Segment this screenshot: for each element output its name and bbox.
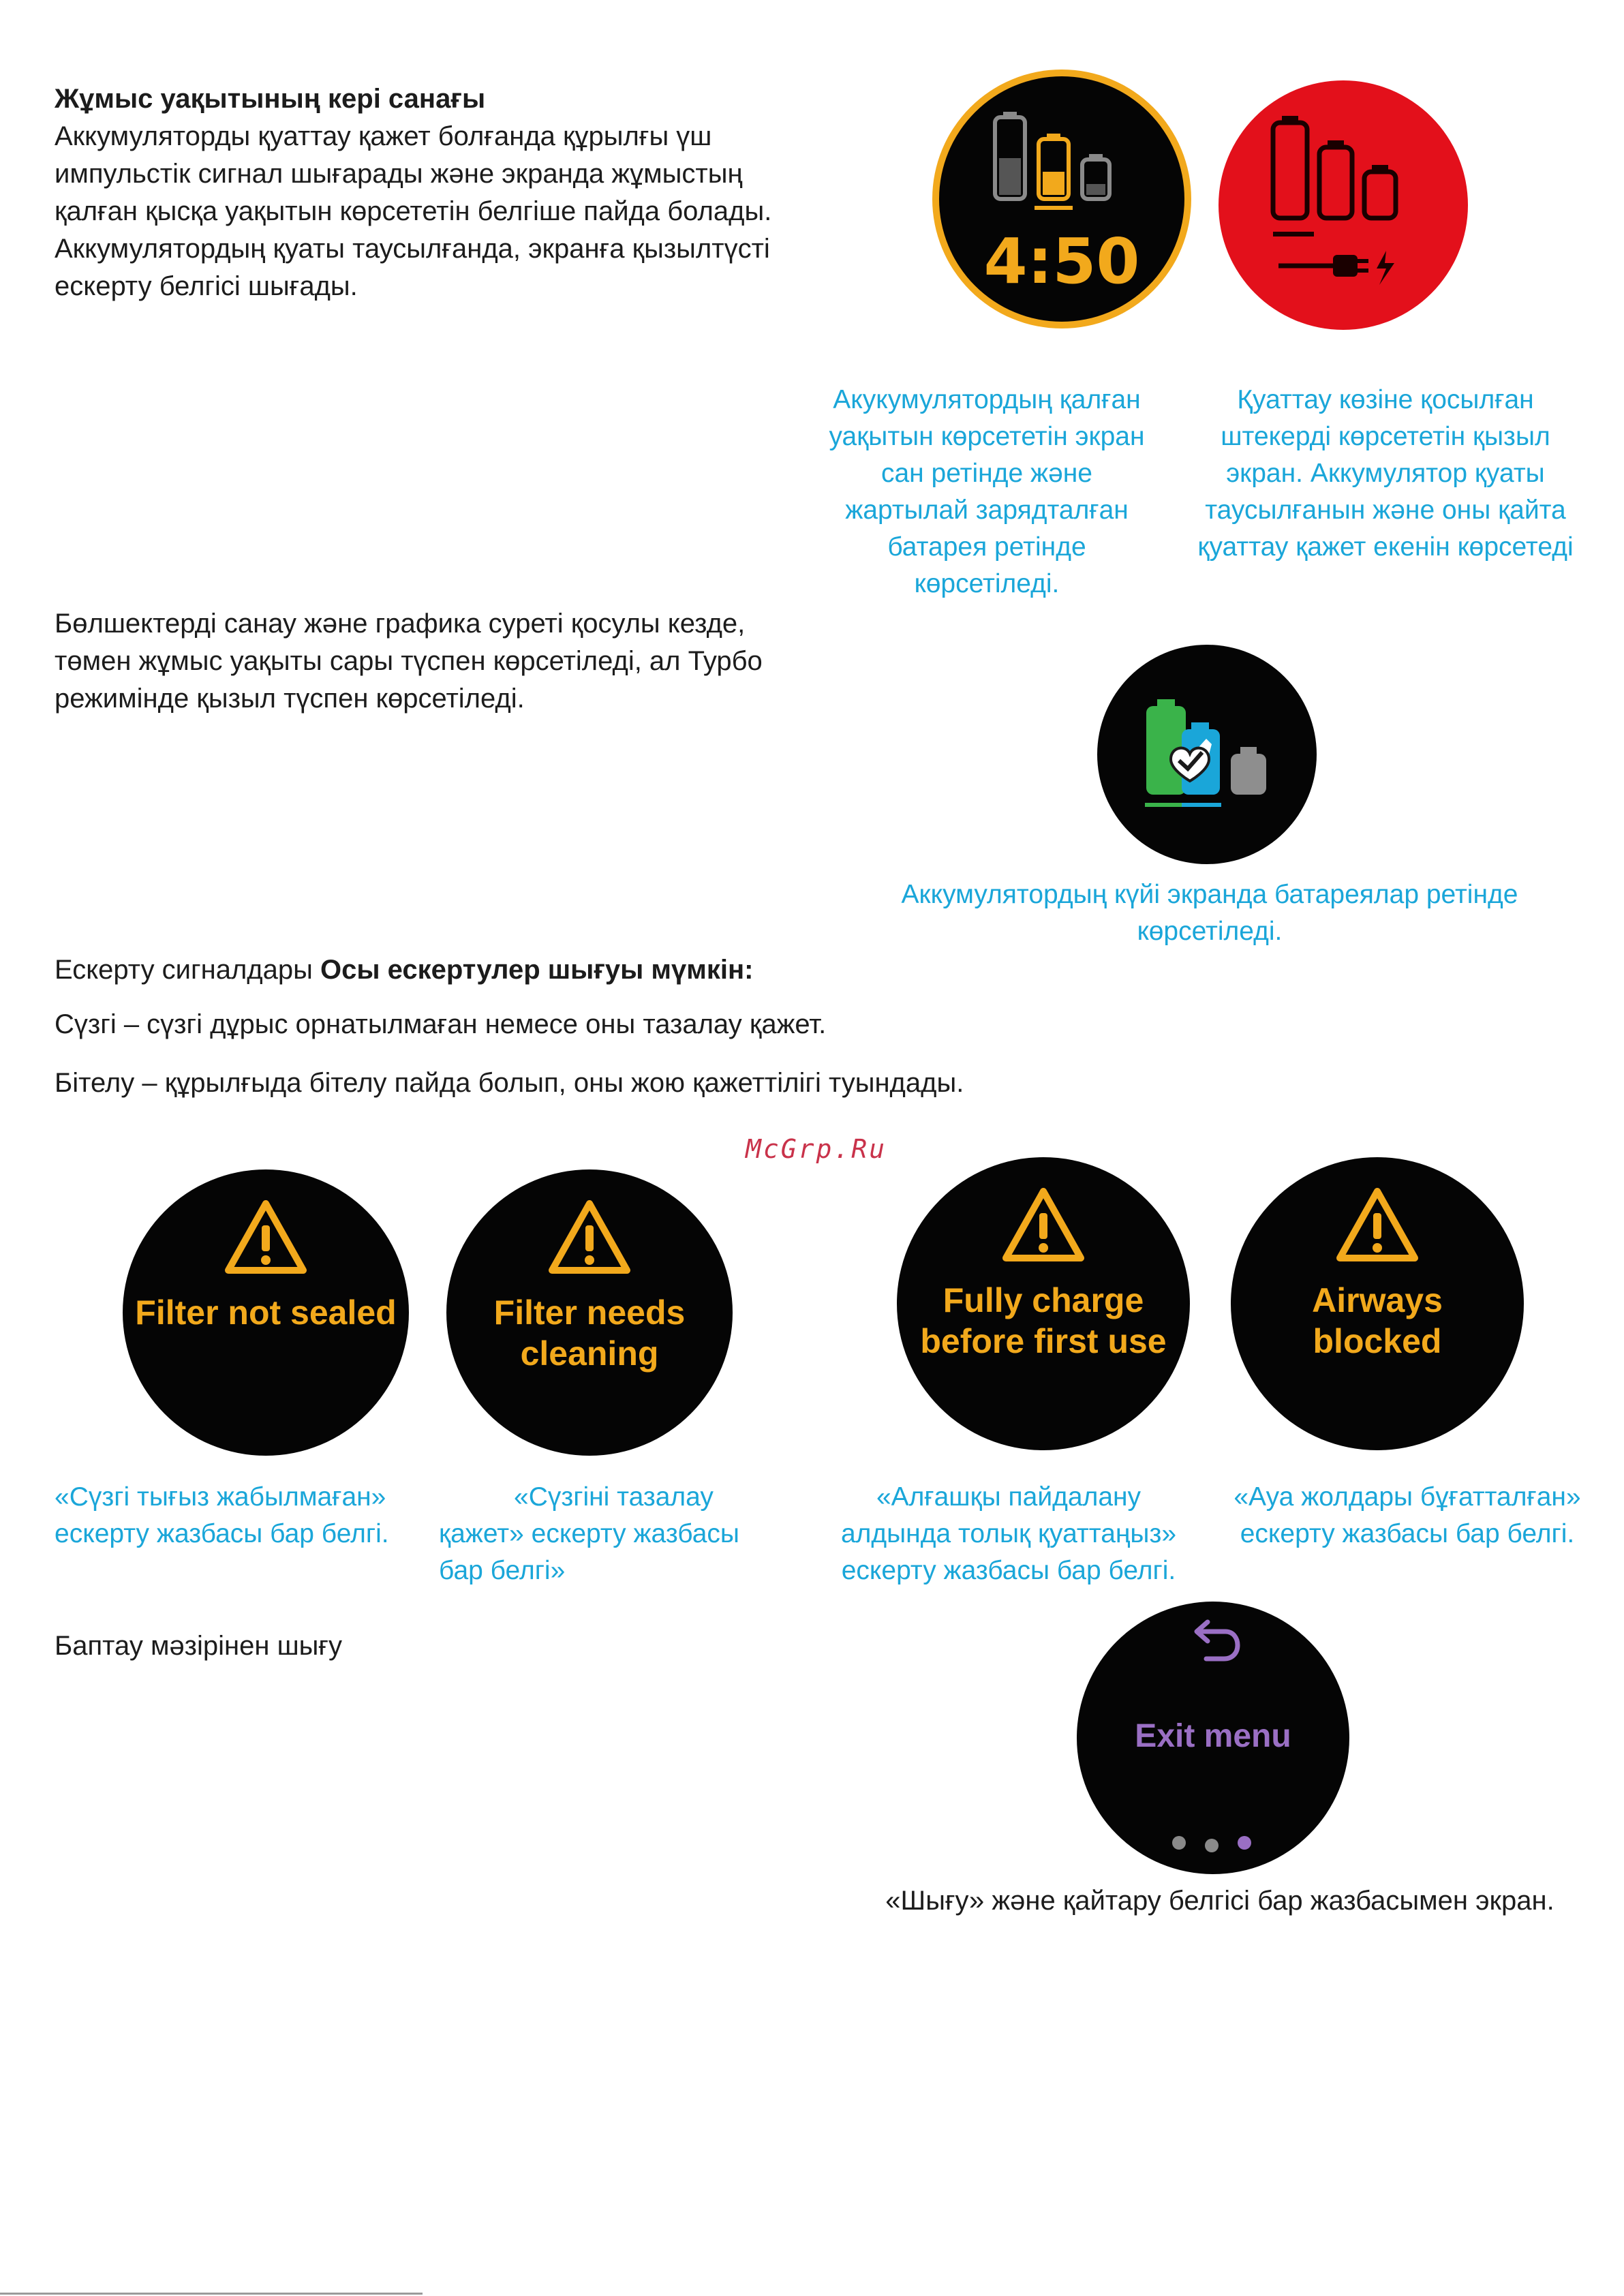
page-dot [1172, 1836, 1186, 1850]
bottom-divider [0, 2293, 423, 2295]
warning-triangle-icon [999, 1184, 1088, 1266]
caption-battery-status: Аккумулятордың күйі экранда батареялар ретінде көрсетіледі. [901, 880, 1518, 946]
caption-filter-needs-cleaning: «Сүзгіні тазалау қажет» ескерту жазбасы бар белгі» [439, 1482, 739, 1585]
warning-screen-filter-not-sealed [123, 1169, 409, 1456]
warning-triangle-icon [545, 1197, 634, 1279]
warning-text-airways-blocked: Airways blocked [1312, 1281, 1443, 1360]
page-dot [1205, 1839, 1219, 1852]
caption-remaining-time: Акукумулятордың қалған уақытын көрсететін экран сан ретінде және жартылай зарядталған батарея ретінде көрсетіледі. [829, 385, 1145, 598]
battery-countdown-section [55, 80, 791, 305]
caption-filter-not-sealed: «Сүзгі тығыз жабылмаған» ескерту жазбасы бар белгі. [55, 1482, 389, 1548]
exit-section-title: Баптау мәзірінен шығу [55, 1631, 343, 1661]
plug-battery-icon [1219, 80, 1468, 330]
battery-status-screen [1097, 645, 1317, 864]
alerts-intro-bold: Осы ескертулер шығуы мүмкін: [320, 955, 754, 985]
warning-text-fully-charge: Fully charge before first use [920, 1281, 1167, 1360]
low-battery-red-screen [1219, 80, 1468, 330]
watermark: McGrp.Ru [746, 1134, 887, 1164]
exit-menu-screen [1077, 1602, 1349, 1874]
alerts-filter-line: Сүзгі – сүзгі дұрыс орнатылмаған немесе оны тазалау қажет. [55, 1009, 827, 1039]
countdown-paragraph-1: Аккумуляторды қуаттау қажет болғанда құрылғы үш импульстік сигнал шығарады және экранда жұмыстың қалған қысқа уақытын көрсететін белгіше пайда болады. [55, 121, 772, 226]
caption-airways-blocked: «Ауа жолдары бұғатталған» ескерту жазбасы бар белгі. [1234, 1482, 1581, 1548]
caption-exit-screen: «Шығу» және қайтару белгісі бар жазбасымен экран. [885, 1886, 1554, 1916]
alerts-blockage-line: Бітелу – құрылғыда бітелу пайда болып, оны жою қажеттілігі туындады. [55, 1068, 964, 1098]
battery-status-icon [1097, 645, 1317, 864]
warning-text-filter-not-sealed: Filter not sealed [135, 1294, 397, 1332]
section-title-countdown: Жұмыс уақытының кері санағы [55, 84, 486, 114]
warning-triangle-icon [1333, 1184, 1422, 1266]
alerts-intro [55, 951, 1009, 989]
caption-red-screen: Қуаттау көзіне қосылған штекерді көрсететін қызыл экран. Аккумулятор қуаты таусылғанын және оны қайта қуаттау қажет екенін көрсетеді [1197, 385, 1574, 562]
back-arrow-icon [1186, 1618, 1240, 1666]
caption-fully-charge: «Алғашқы пайдалану алдында толық қуаттаңыз» ескерту жазбасы бар белгі. [840, 1482, 1177, 1585]
alerts-intro-normal: Ескерту сигналдары [55, 955, 320, 985]
exit-menu-label: Exit menu [1135, 1718, 1291, 1754]
battery-time-screen [939, 76, 1184, 322]
countdown-paragraph-2: Аккумулятордың қуаты таусылғанда, экранға қызылтүсті ескерту белгісі шығады. [55, 234, 770, 301]
warning-screen-airways-blocked [1231, 1157, 1524, 1450]
battery-time-value: 4:50 [983, 225, 1140, 298]
warning-text-filter-needs-cleaning: Filter needs cleaning [493, 1294, 686, 1373]
page-dot-active [1238, 1836, 1251, 1850]
warning-screen-filter-needs-cleaning [446, 1169, 733, 1456]
warning-screen-fully-charge [897, 1157, 1190, 1450]
page-indicator-dots [1172, 1833, 1261, 1854]
graphics-paragraph: Бөлшектерді санау және графика суреті қосулы кезде, төмен жұмыс уақыты сары түспен көрсетіледі, ал Турбо режимінде қызыл түспен көрсетіледі. [55, 609, 763, 714]
warning-triangle-icon [221, 1197, 310, 1279]
